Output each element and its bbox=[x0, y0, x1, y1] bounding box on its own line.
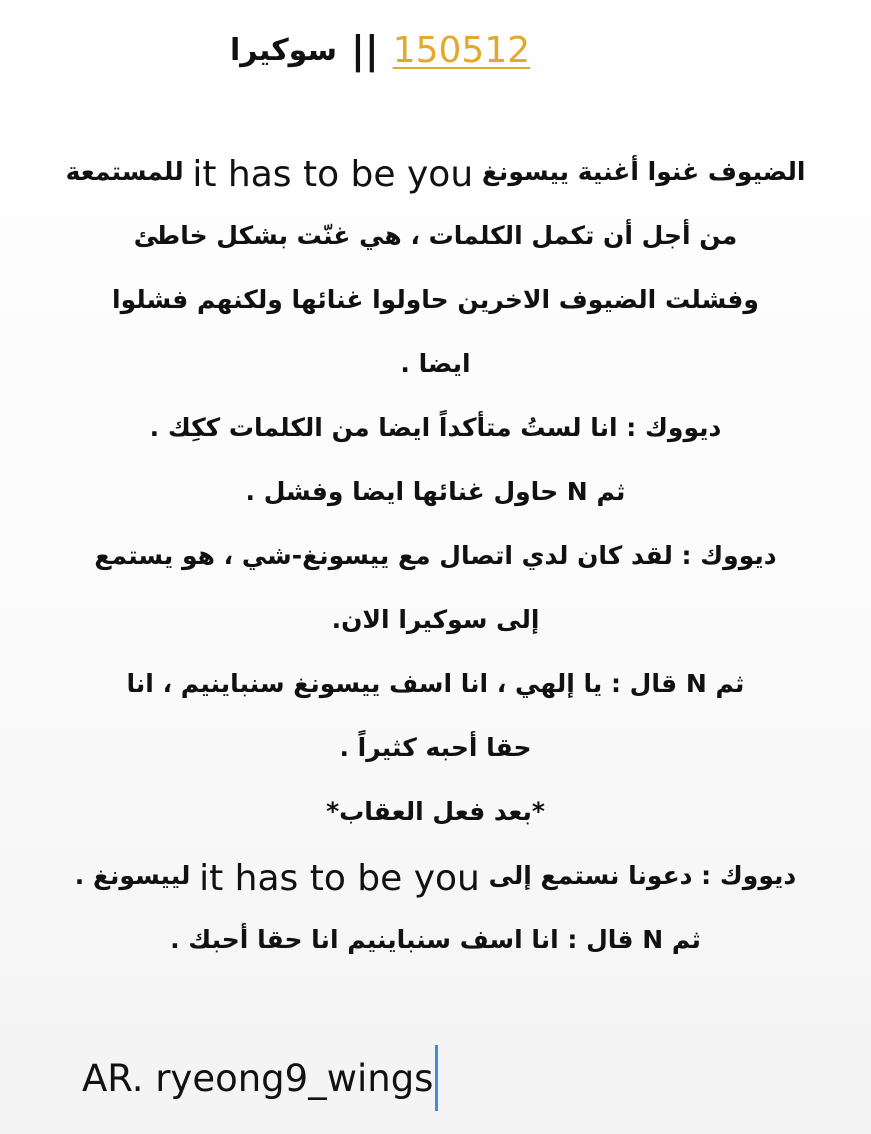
text-line-6: ثم N حاول غنائها ايضا وفشل . bbox=[245, 477, 626, 506]
header-separator: || bbox=[350, 28, 379, 72]
line-1-part-a: الضيوف غنوا أغنية ييسونغ bbox=[481, 157, 806, 186]
song-title-1: it has to be you bbox=[192, 154, 474, 195]
text-line-10: حقا أحبه كثيراً . bbox=[339, 733, 532, 762]
text-line-9: ثم N قال : يا إلهي ، انا اسف ييسونغ سنباينيم ، انا bbox=[126, 669, 745, 698]
song-title-2: it has to be you bbox=[199, 858, 480, 899]
text-line-13: ثم N قال : انا اسف سنباينيم انا حقا أحبك . bbox=[170, 925, 701, 954]
text-line-8: إلى سوكيرا الان. bbox=[331, 605, 540, 634]
signature-line[interactable] bbox=[82, 1045, 438, 1111]
text-line-5: ديووك : انا لستُ متأكداً ايضا من الكلمات ككِك . bbox=[149, 413, 722, 442]
text-cursor bbox=[435, 1045, 438, 1111]
line-12-part-b: لييسونغ . bbox=[74, 861, 191, 890]
text-line-12 bbox=[10, 856, 861, 899]
signature-text: AR. ryeong9_wings bbox=[82, 1056, 434, 1100]
text-line-2: من أجل أن تكمل الكلمات ، هي غنّت بشكل خاطئ bbox=[133, 221, 738, 250]
note-header bbox=[230, 22, 530, 78]
text-line-11: *بعد فعل العقاب* bbox=[326, 797, 545, 826]
show-name: سوكيرا bbox=[230, 32, 337, 68]
text-line-3: وفشلت الضيوف الاخرين حاولوا غنائها ولكنهم فشلوا bbox=[112, 285, 759, 314]
text-line-7: ديووك : لقد كان لدي اتصال مع ييسونغ-شي ، هو يستمع bbox=[94, 541, 777, 570]
line-12-part-a: ديووك : دعونا نستمع إلى bbox=[488, 861, 797, 890]
episode-date-link[interactable]: 150512 bbox=[392, 29, 531, 71]
line-1-part-b: للمستمعة bbox=[65, 157, 184, 186]
text-line-1 bbox=[10, 152, 861, 195]
text-line-4: ايضا . bbox=[400, 349, 471, 378]
